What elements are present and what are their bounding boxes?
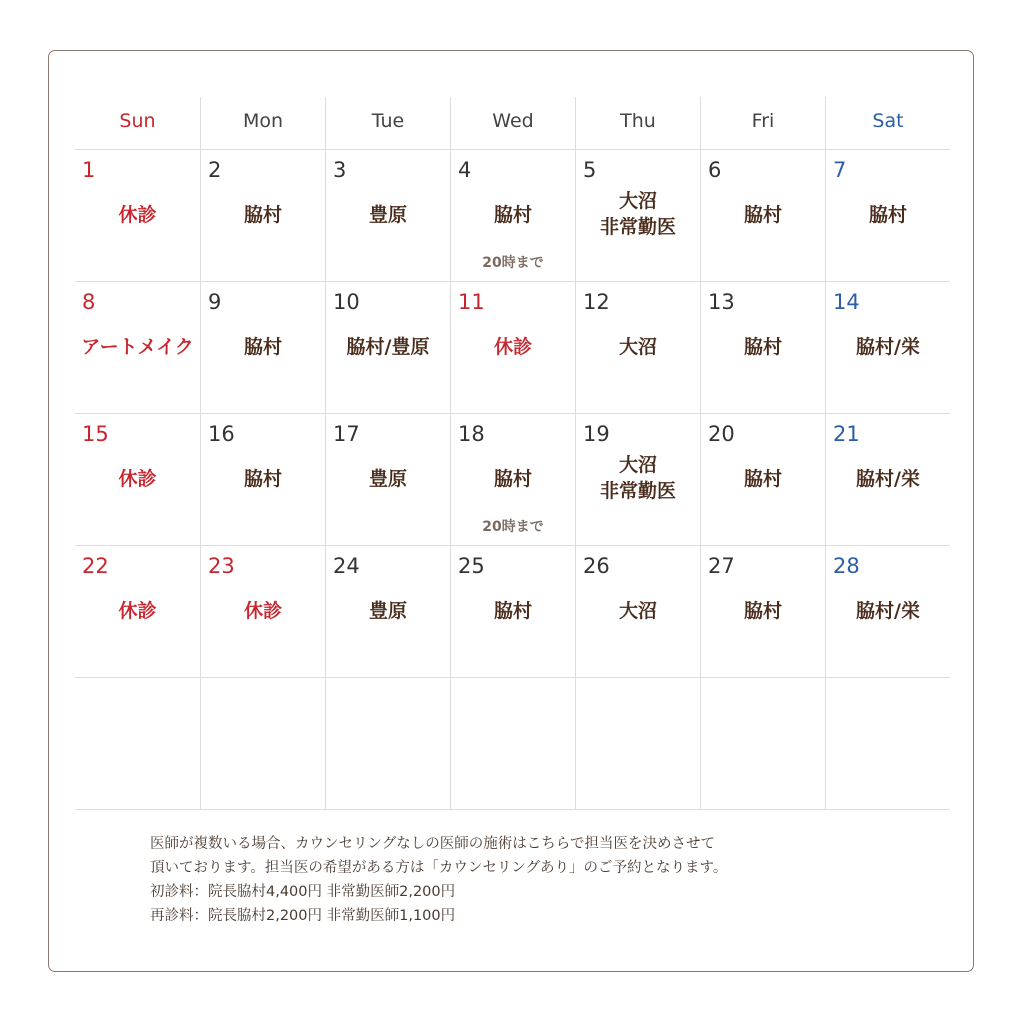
day-number: 6 <box>708 158 722 182</box>
day-cell[interactable] <box>450 150 575 281</box>
day-cell[interactable] <box>700 282 825 413</box>
day-number: 4 <box>458 158 472 182</box>
doctor-name: 脇村/栄 <box>856 468 920 490</box>
footer-notes <box>150 832 727 928</box>
weekday-header <box>75 97 950 150</box>
day-cell[interactable] <box>700 546 825 677</box>
day-number: 13 <box>708 290 735 314</box>
footer-line: 再診料：院長脇村2,200円 非常勤医師1,100円 <box>150 908 456 924</box>
doctor-name: 脇村 <box>868 204 907 226</box>
doctor-name: 豊原 <box>368 468 407 490</box>
doctor-label <box>201 598 325 624</box>
day-cell[interactable] <box>825 414 950 545</box>
doctor-label <box>201 202 325 228</box>
doctor-name: 大沼 <box>618 600 657 622</box>
calendar-week <box>75 678 950 810</box>
day-cell[interactable] <box>700 150 825 281</box>
hours-note: 20時まで <box>482 255 544 271</box>
doctor-name: 脇村 <box>243 204 282 226</box>
day-number: 28 <box>833 554 860 578</box>
day-cell[interactable] <box>825 546 950 677</box>
calendar-week <box>75 282 950 414</box>
doctor-name: 休診 <box>118 468 157 490</box>
doctor-name: 休診 <box>118 600 157 622</box>
day-cell <box>75 678 200 809</box>
doctor-label <box>75 202 200 228</box>
footer-line: 医師が複数いる場合、カウンセリングなしの医師の施術はこちらで担当医を決めさせて <box>150 836 716 852</box>
day-cell[interactable] <box>450 414 575 545</box>
doctor-label <box>75 334 200 360</box>
day-cell <box>575 678 700 809</box>
day-cell[interactable] <box>700 414 825 545</box>
weekday-sat: Sat <box>825 97 950 149</box>
day-number: 8 <box>82 290 96 314</box>
calendar-week <box>75 546 950 678</box>
doctor-label <box>201 466 325 492</box>
doctor-label <box>701 598 825 624</box>
weekday-fri: Fri <box>700 97 825 149</box>
doctor-label <box>826 466 950 492</box>
day-number: 5 <box>583 158 597 182</box>
doctor-label <box>451 334 575 360</box>
doctor-name: 大沼 <box>618 190 657 212</box>
doctor-name: 豊原 <box>368 600 407 622</box>
day-cell[interactable] <box>575 282 700 413</box>
doctor-label <box>576 188 700 240</box>
doctor-name: 脇村 <box>743 204 782 226</box>
day-cell[interactable] <box>325 282 450 413</box>
day-number: 9 <box>208 290 222 314</box>
doctor-name: 脇村 <box>243 468 282 490</box>
day-number: 15 <box>82 422 109 446</box>
day-number: 11 <box>458 290 485 314</box>
doctor-label <box>701 466 825 492</box>
doctor-label <box>326 334 450 360</box>
doctor-label <box>826 202 950 228</box>
doctor-name: 脇村 <box>743 336 782 358</box>
doctor-name: 脇村 <box>493 204 532 226</box>
doctor-label <box>451 466 575 492</box>
day-cell <box>325 678 450 809</box>
doctor-name: 脇村 <box>493 600 532 622</box>
weekday-tue: Tue <box>325 97 450 149</box>
day-cell[interactable] <box>75 282 200 413</box>
doctor-label <box>75 466 200 492</box>
doctor-role: 非常勤医 <box>599 480 676 502</box>
day-number: 12 <box>583 290 610 314</box>
day-number: 20 <box>708 422 735 446</box>
day-number: 26 <box>583 554 610 578</box>
calendar-week <box>75 150 950 282</box>
day-number: 10 <box>333 290 360 314</box>
day-number: 27 <box>708 554 735 578</box>
day-number: 23 <box>208 554 235 578</box>
doctor-name: 脇村 <box>243 336 282 358</box>
day-cell[interactable] <box>75 546 200 677</box>
doctor-name: 脇村 <box>743 468 782 490</box>
day-number: 2 <box>208 158 222 182</box>
day-cell[interactable] <box>75 414 200 545</box>
weekday-mon: Mon <box>200 97 325 149</box>
calendar-grid <box>75 97 950 810</box>
doctor-name: 休診 <box>493 336 532 358</box>
doctor-name: 脇村/栄 <box>856 336 920 358</box>
day-number: 24 <box>333 554 360 578</box>
doctor-label <box>326 202 450 228</box>
day-number: 22 <box>82 554 109 578</box>
footer-line: 初診料：院長脇村4,400円 非常勤医師2,200円 <box>150 884 456 900</box>
day-cell[interactable] <box>200 414 325 545</box>
day-cell <box>450 678 575 809</box>
day-number: 14 <box>833 290 860 314</box>
day-number: 16 <box>208 422 235 446</box>
day-cell[interactable] <box>200 282 325 413</box>
doctor-label <box>326 466 450 492</box>
day-cell[interactable] <box>325 414 450 545</box>
day-number: 21 <box>833 422 860 446</box>
day-cell[interactable] <box>450 546 575 677</box>
day-cell[interactable] <box>325 546 450 677</box>
doctor-name: アートメイク <box>81 336 194 358</box>
day-cell <box>825 678 950 809</box>
doctor-name: 休診 <box>118 204 157 226</box>
doctor-label <box>75 598 200 624</box>
footer-line: 頂いております。担当医の希望がある方は「カウンセリングあり」のご予約となります。 <box>150 860 728 876</box>
hours-note: 20時まで <box>482 519 544 535</box>
doctor-label <box>326 598 450 624</box>
doctor-name: 大沼 <box>618 454 657 476</box>
day-number: 19 <box>583 422 610 446</box>
day-cell[interactable] <box>575 546 700 677</box>
weekday-wed: Wed <box>450 97 575 149</box>
day-cell[interactable] <box>450 282 575 413</box>
day-cell <box>700 678 825 809</box>
day-cell[interactable] <box>825 282 950 413</box>
doctor-label <box>826 334 950 360</box>
day-number: 1 <box>82 158 96 182</box>
day-number: 3 <box>333 158 347 182</box>
doctor-label <box>701 334 825 360</box>
day-cell[interactable] <box>575 414 700 545</box>
day-cell <box>200 678 325 809</box>
weekday-thu: Thu <box>575 97 700 149</box>
doctor-role: 非常勤医 <box>599 216 676 238</box>
doctor-label <box>701 202 825 228</box>
day-number: 17 <box>333 422 360 446</box>
doctor-label <box>826 598 950 624</box>
doctor-label <box>451 598 575 624</box>
day-number: 25 <box>458 554 485 578</box>
day-cell[interactable] <box>75 150 200 281</box>
doctor-label <box>451 202 575 228</box>
doctor-name: 休診 <box>243 600 282 622</box>
day-cell[interactable] <box>575 150 700 281</box>
day-cell[interactable] <box>200 546 325 677</box>
doctor-name: 脇村/栄 <box>856 600 920 622</box>
doctor-name: 脇村/豊原 <box>346 336 430 358</box>
weekday-sun: Sun <box>119 110 156 132</box>
doctor-label <box>201 334 325 360</box>
doctor-name: 脇村 <box>493 468 532 490</box>
calendar-week <box>75 414 950 546</box>
calendar-weeks <box>75 150 950 810</box>
doctor-name: 脇村 <box>743 600 782 622</box>
doctor-label <box>576 452 700 504</box>
doctor-name: 豊原 <box>368 204 407 226</box>
day-cell[interactable] <box>325 150 450 281</box>
day-number: 7 <box>833 158 847 182</box>
doctor-name: 大沼 <box>618 336 657 358</box>
doctor-label <box>576 598 700 624</box>
doctor-label <box>576 334 700 360</box>
day-cell[interactable] <box>200 150 325 281</box>
day-number: 18 <box>458 422 485 446</box>
day-cell[interactable] <box>825 150 950 281</box>
